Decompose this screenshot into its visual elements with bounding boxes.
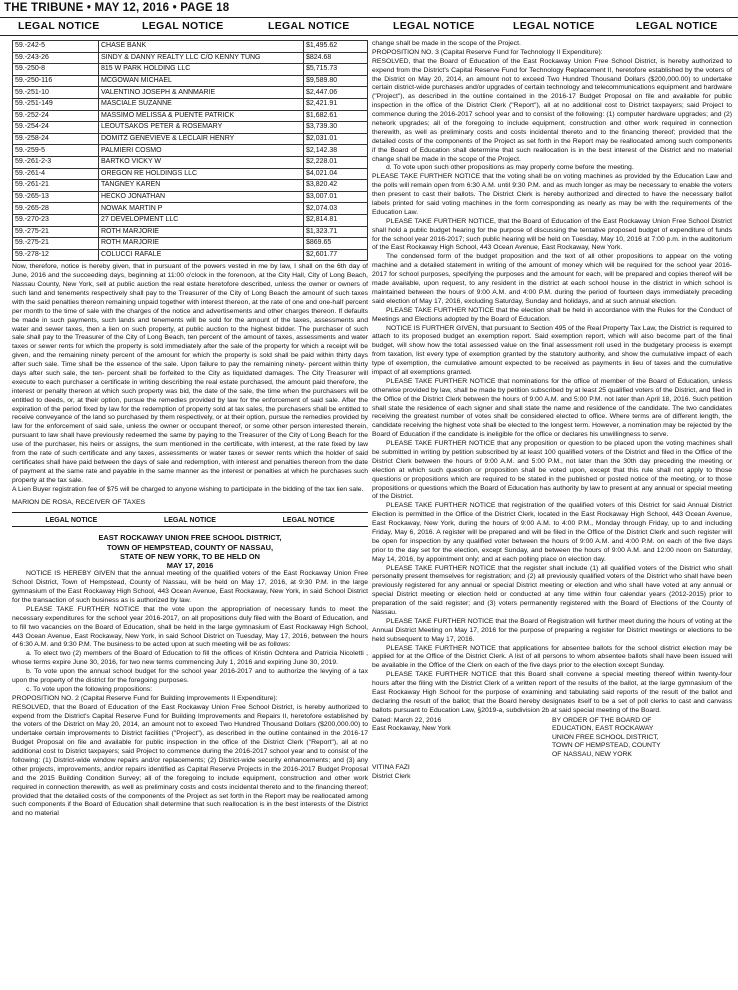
owner-name: 27 DEVELOPMENT LLC <box>99 214 304 226</box>
title-line: EAST ROCKAWAY UNION FREE SCHOOL DISTRICT, <box>98 533 282 543</box>
legal-notice-header: LEGAL NOTICE <box>393 20 475 32</box>
table-row <box>13 214 368 226</box>
owner-name: CHASE BANK <box>99 41 304 53</box>
receiver-signature: MARION DE ROSA, RECEIVER OF TAXES <box>12 499 146 507</box>
notice-paragraph: d. To vote upon such other propositions as may properly come before the meeting. <box>386 164 634 172</box>
tax-amount: $2,447.06 <box>304 87 368 99</box>
section-block-lot: 59.-251-149 <box>13 98 99 110</box>
owner-name: PALMIERI COSMO <box>99 145 304 157</box>
owner-name: MCGOWAN MICHAEL <box>99 75 304 87</box>
notice-paragraph: RESOLVED, that the Board of Education of the East Rockaway Union Free School District, is hereby authorized to expend from the District's Capital Reserve Fund for Technology Replacement II, heretofore established by the voters of the District on May 20, 2014, an amount not to exceed Two Hundred Thousand Dollars ($200,000.00) to undertake certain district-wide purchases and/or upgrades of certain technology and telecommunications equipment and hardware ("Project"), as described in the outline contained in the 2016-17 Budget Proposal on file and available for public inspection in the office of the District Clerk ("Report"), all at no additional cost to District taxpayers; said Project to commence during the 2016-2017 school year and to consist of the following: (1) computer hardware upgrades; and (2) network upgrades; all of the foregoing to include equipment, construction and other work required in connection therewith, as well as preliminary costs and costs incidental thereto and to the financing thereof; provided that the detailed costs of the components of the Project as set forth in the Report may be reallocated among such components if the Board of Education shall determine that such reallocation is in the best interest of the District and no material change shall be made in the scope of the Project. <box>372 57 732 163</box>
header-rule <box>0 35 738 36</box>
top-header-row <box>0 20 738 34</box>
legal-notice-header: LEGAL NOTICE <box>163 517 216 525</box>
tax-amount: $1,495.62 <box>304 41 368 53</box>
title-line: MAY 17, 2016 <box>166 561 214 571</box>
section-block-lot: 59.-242-5 <box>13 41 99 53</box>
tax-amount: $2,228.01 <box>304 156 368 168</box>
tax-amount: $9,589.80 <box>304 75 368 87</box>
mid-header-row <box>12 512 368 527</box>
tax-amount: $2,814.81 <box>304 214 368 226</box>
notice-paragraph: The condensed form of the budget proposition and the text of all other propositions to appear on the voting machine and a detailed statement in writing of the amount of money which will be required for the school year 2016-2017 for school purposes, specifying the purposes and the amount for each, will be prepared and copies thereof will be made available, upon request, to any resident in the district at each school house in the district in which school is maintained between the hours of 9:00 A.M. and 4:00 P.M. during the period of fourteen days immediately preceding said election of May 17, 2016, excluding Saturday, Sunday and holidays, and at such annual election. <box>372 253 732 305</box>
owner-name: OREGON RE HOLDINGS LLC <box>99 168 304 180</box>
section-block-lot: 59.-265-28 <box>13 203 99 215</box>
section-block-lot: 59.-275-21 <box>13 226 99 238</box>
notice-paragraph: PLEASE TAKE FURTHER NOTICE that any proposition or question to be placed upon the voting machines shall be submitted in writing by petition subscribed by at least 100 qualified voters of the District and filed in the Office of the District Clerk between the hours of 9:00 A.M. and 5:00 P.M., not later than the 30th day preceding the meeting or election at which such question or proposition shall be voted upon, except that this rule shall not apply to those questions or propositions which are required to be stated in the published or posted notice of the meeting, or to those propositions or questions which the Board of Education has authority by law to present at any annual or special meeting of the District. <box>372 440 732 501</box>
legal-notice-header: LEGAL NOTICE <box>18 20 100 32</box>
section-block-lot: 59.-258-24 <box>13 133 99 145</box>
owner-name: TANGNEY KAREN <box>99 180 304 192</box>
section-block-lot: 59.-259-5 <box>13 145 99 157</box>
signature-block <box>372 717 732 759</box>
notice-paragraph: PLEASE TAKE FURTHER NOTICE that the Board of Registration will further meet during the hours of voting at the Annual District Meeting on May 17, 2016 for the purpose of preparing a register for District meetings or elections to be held subsequent to May 17, 2016. <box>372 617 732 643</box>
owner-name: MASSIMO MELISSA & PUENTE PATRICK <box>99 110 304 122</box>
section-block-lot: 59.-278-12 <box>13 249 99 261</box>
tax-amount: $824.68 <box>304 52 368 64</box>
table-row <box>13 238 368 250</box>
table-row <box>13 87 368 99</box>
tax-amount: $3,007.01 <box>304 191 368 203</box>
tax-amount: $2,421.91 <box>304 98 368 110</box>
table-row <box>13 145 368 157</box>
owner-name: MASCIALE SUZANNE <box>99 98 304 110</box>
masthead: THE TRIBUNE • MAY 12, 2016 • PAGE 18 <box>4 2 230 14</box>
notice-paragraph: c. To vote upon the following propositions: <box>26 685 153 693</box>
tax-lien-table <box>12 40 368 261</box>
section-block-lot: 59.-251-10 <box>13 87 99 99</box>
notice-paragraph: change shall be made in the scope of the Project. <box>372 40 521 47</box>
by-order-line: BY ORDER OF THE BOARD OF <box>552 716 652 724</box>
notice-paragraph: NOTICE IS FURTHER GIVEN, that pursuant to Section 495 of the Real Property Tax Law, the District is required to attach to its proposed budget an exemption report. Said exemption report, which will also become part of the final budget, will show how the total assessed value on the final assessment roll used in the budgetary process is exempt from taxation, list every type of exemption granted by the statutory authority, and show the cumulative impact of each type of exemption, the cumulative amount expected to be received as payments in lieu of taxes and the cumulative impact of all exemptions granted. <box>372 324 732 376</box>
lien-fee-text: A Lien Buyer registration fee of $75 will be charged to anyone wishing to participate in the bidding of the tax lien sale. <box>12 485 364 493</box>
signer-name: VITINA FAZI <box>372 764 410 772</box>
table-row <box>13 52 368 64</box>
owner-name: COLUCCI RAFALE <box>99 249 304 261</box>
legal-notice-header: LEGAL NOTICE <box>142 20 224 32</box>
notice-paragraph: PLEASE TAKE FURTHER NOTICE that nominations for the office of member of the Board of Education, unless otherwise provided by law, shall be made by petition subscribed by at least 25 qualified voters of the District, and filed in the Office of the District Clerk between the hours of 9:00 A.M. and 5:00 P.M. not later than April 18, 2016. Such petition shall state the residence of each signer and shall state the name and residence of the candidate. The two candidates receiving the greatest number of votes shall be considered elected to office. Where terms are of different length, the candidate receiving the highest vote shall be elected to the longest term. However, a nomination may be rejected by the Board of Education if the candidate is ineligible for the office or declares his unwillingness to serve. <box>372 377 732 439</box>
place-line: East Rockaway, New York <box>372 725 451 733</box>
section-block-lot: 59.-275-21 <box>13 238 99 250</box>
legal-notice-header: LEGAL NOTICE <box>45 517 98 525</box>
notice-paragraph: PROPOSITION NO. 2 (Capital Reserve Fund for Building Improvements II Expenditure): <box>12 694 278 702</box>
notice-paragraph: PLEASE TAKE FURTHER NOTICE that the register shall include (1) all qualified voters of the District who shall personally present themselves for registration; and (2) all previously qualified voters of the District who shall have been previously registered for any annual or special District meeting or election and who shall have voted at any annual or special District meeting or election held or conducted at any time within four calendar years (2012-2015) prior to preparation of the said register; and (3) voters permanently registered with the Board of Elections of the County of Nassau. <box>372 564 732 616</box>
table-row <box>13 122 368 134</box>
dated-line: Dated: March 22, 2016 <box>372 716 442 724</box>
table-row <box>13 191 368 203</box>
tax-amount: $2,142.38 <box>304 145 368 157</box>
title-line: STATE OF NEW YORK, TO BE HELD ON <box>120 551 260 561</box>
left-notice-body <box>12 570 368 819</box>
notice-paragraph: PLEASE TAKE FURTHER NOTICE, that the Board of Education of the East Rockaway Union Free School District shall hold a public budget hearing for the purpose of discussing the tentative proposed budget of expenditure of funds for the school year 2016-2017; such public hearing will be held on Tuesday, May 10, 2016 at 7:00 p.m. in the auditorium of the East Rockaway High School, 443 Ocean Avenue, East Rockaway, New York. <box>372 217 732 252</box>
right-column <box>372 40 732 985</box>
right-notice-body <box>372 40 732 716</box>
tax-amount: $2,074.03 <box>304 203 368 215</box>
tax-amount: $1,682.61 <box>304 110 368 122</box>
table-row <box>13 226 368 238</box>
tax-amount: $5,715.73 <box>304 64 368 76</box>
masthead-rule <box>0 17 738 18</box>
table-row <box>13 249 368 261</box>
table-row <box>13 64 368 76</box>
legal-notice-header: LEGAL NOTICE <box>513 20 595 32</box>
owner-name: SINDY & DANNY REALTY LLC C/O KENNY TUNG <box>99 52 304 64</box>
legal-notice-header: LEGAL NOTICE <box>636 20 718 32</box>
left-column <box>12 40 368 985</box>
signer-title: District Clerk <box>372 773 411 780</box>
table-row <box>13 41 368 53</box>
notice-title <box>12 533 368 570</box>
table-row <box>13 133 368 145</box>
section-block-lot: 59.-243-26 <box>13 52 99 64</box>
owner-name: ROTH MARJORIE <box>99 238 304 250</box>
owner-name: 815 W PARK HOLDING LLC <box>99 64 304 76</box>
title-line: TOWN OF HEMPSTEAD, COUNTY OF NASSAU, <box>106 542 274 552</box>
section-block-lot: 59.-250-116 <box>13 75 99 87</box>
tax-amount: $1,323.71 <box>304 226 368 238</box>
by-order-line: UNION FREE SCHOOL DISTRICT, <box>552 733 659 741</box>
notice-paragraph: NOTICE IS HEREBY GIVEN that the annual meeting of the qualified voters of the East Rockaway Union Free School District, Town of Hempstead, County of Nassau, will be held on May 17, 2016, at 9:30 P.M. in the large gymnasium of the East Rockaway High School, 443 Ocean Avenue, East Rockaway, New York, in said School District for the transaction of such business as is authorized by law. <box>12 570 368 604</box>
table-row <box>13 110 368 122</box>
notice-paragraph: PROPOSITION NO. 3 (Capital Reserve Fund for Technology II Expenditure): <box>372 48 603 56</box>
owner-name: ROTH MARJORIE <box>99 226 304 238</box>
owner-name: LEOUTSAKOS PETER & ROSEMARY <box>99 122 304 134</box>
legal-notice-header: LEGAL NOTICE <box>282 517 335 525</box>
legal-notice-header: LEGAL NOTICE <box>268 20 350 32</box>
tax-sale-notice: Now, therefore, notice is hereby given, that in pursuant of the powers vested in me by law, I shall on the 6th day of June, 2016 and the succeeding days, beginning at 11:00 o'clock in the forenoon, at the City Hall, City of Long Beach, Nassau County, New York, sell at public auction the real estate heretofore described, unless the owner or owners of such land and tenements respectively shall pay to the Treasurer of the City of Long Beach the amount of such taxes with the said penalties thereon remaining unpaid together with interest thereon, at the rate of one and one-half percent per month to the time of sale with the charges of the notice and advertisements and other charges thereon. If defaults be made in such payments, such lands and tenements will be sold for the amount of the taxes, assessments and water and sewer taxes, then a lien on such property, at public auction to the highest bidder. The purchaser of such sale shall pay to the Treasurer of the City of Long Beach, ten percent of the amount of taxes, assessments and water taxes or sewer rents for which the property is sold immediately after the sale of the property for which a receipt will be given, and the remaining ninety percent of the amount for which the property is sold shall be paid within thirty days after such sale. Time shall be the essence of the sale. Upon failure to pay the remaining ninety- percent within thirty days after such sale, the ten- percent shall be forfeited to the City as liquidated damages. The City Treasurer will execute to each purchaser a certificate in writing describing the real estate purchased, the amount paid therefore, the interest or penalty thereon at which such property was bid, the date of the sale, the time when the purchasers will be entitled to deeds, or, at their option, pursue the remedies provided by law for the enforcement of said sale. After the expiration of the period fixed by law for the redemption of property sold at tax sales, the purchasers shall be entitled to receive conveyance of the land so purchased by them respectively, or at their option, pursue the remedies provided by law for the enforcement of said sale, unless the owner or occupant thereof, or some other person interested therein, pursuant to law shall have previously redeemed the same by paying to the Treasurer of the City of Long Beach for the use of the purchaser, his heirs or assigns, the sum mentioned in the certificate, with interest, at the rate fixed by law from the rate of such certificate and any taxes, assessments or water taxes or sewer rents which the holder of said certificates shall have paid between the days of sale and redemption, with interest and penalties thereon from the date of payment at the same rate and payable in the same manner as the interest or penalties at which he purchases such property at the tax sale. <box>12 263 368 484</box>
notice-paragraph: PLEASE TAKE FURTHER NOTICE that registration of the qualified voters of this District for said Annual District Election is permitted in the Office of the District Clerk, located in the East Rockaway High School, 443 Ocean Avenue, East Rockaway, New York, during the hours of 9:00 A.M. to 4:00 P.M., Monday through Friday, up to and including Friday, May 6, 2016. A register will be prepared and will be filed in the Office of the District Clerk and such register will be open for inspection by any qualified voter between the hours of 9:00 A.M. and 4:00 P.M. on each of the five days prior to the day set for the election, except Sunday, and between the hours of 9:00 A.M. and 12:00 noon on Saturday, May 14, 2016, by appointment only; and at each polling place on election day. <box>372 502 732 563</box>
tax-amount: $4,021.04 <box>304 168 368 180</box>
section-block-lot: 59.-265-13 <box>13 191 99 203</box>
table-row <box>13 75 368 87</box>
notice-paragraph: b. To vote upon the annual school budget for the school year 2016-2017 and to authorize the levying of a tax upon the property of the district for the foregoing purposes. <box>12 668 368 685</box>
section-block-lot: 59.-261-21 <box>13 180 99 192</box>
notice-paragraph: PLEASE TAKE FURTHER NOTICE that the vote upon the appropriation of necessary funds to meet the necessary expenditures for the school year 2016-2017, on all propositions duly filed with the Board of Education, and to fill two vacancies on the Board of Education, shall be held in the large gymnasium of East Rockaway High School, 443 Ocean Avenue, East Rockaway, New York, in said School District on Tuesday, May 17, 2016, between the hours of 6:30 A.M. and 9:30 P.M. The business to be acted upon at such meeting will be as follows: <box>12 605 368 649</box>
section-block-lot: 59.-254-24 <box>13 122 99 134</box>
owner-name: HECKO JONATHAN <box>99 191 304 203</box>
notice-paragraph: PLEASE TAKE FURTHER NOTICE that the voting shall be on voting machines as provided by the Education Law and the polls will remain open from 6:30 A.M. until 9:30 P.M. and as much longer as may be necessary to enable the voters then present to cast their ballots. The District Clerk is hereby authorized and directed to have the necessary ballot labels printed for said voting machines in the form corresponding as nearly as may be with the requirements of the Education Law. <box>372 173 732 216</box>
by-order-line: TOWN OF HEMPSTEAD, COUNTY <box>552 742 661 750</box>
notice-paragraph: RESOLVED, that the Board of Education of the East Rockaway Union Free School District, is hereby authorized to expend from the District's Capital Reserve Fund for Building Improvements and Repairs II, heretofore established by the voters of the District on May 20, 2014, an amount not to exceed Two Hundred Thousand Dollars ($200,000.00) to undertake certain improvements to District facilities ("Project"), as described in the outline contained in the 2016-17 Budget Proposal on file and available for public inspection in the office of the District Clerk ("Report"), all at no additional cost to District taxpayers; said Project to commence during the 2016-2017 school year and to consist of the following: (1) District-wide window repairs and/or replacements; (2) District-wide security enhancements; and (3) any other projects, improvements, and/or repairs identified as Capital Reserve Projects in the 2016-2017 Budget Proposal and the 2015 Building Condition Survey; all of the foregoing to include equipment, construction and other work required in connection therewith, as well as preliminary costs and costs incidental thereto and to the financing thereof; provided that the detailed costs of the components of the Project as set forth in the Report may be reallocated among such components if the Board of Education shall determine that such reallocation is in the best interests of the District and no material <box>12 703 368 818</box>
section-block-lot: 59.-270-23 <box>13 214 99 226</box>
tax-amount: $2,601.77 <box>304 249 368 261</box>
notice-paragraph: PLEASE TAKE FURTHER NOTICE that this Board shall convene a special meeting thereof within twenty-four hours after the filing with the District Clerk of a written report of the results of the ballot, at the large gymnasium of the East Rockaway High School for the purpose of examining and tabulating said reports of the result of the ballot and declaring the result of the ballot; that the Board hereby designates itself to be a set of poll clerks to cast and canvass ballots pursuant to Education Law, §2019-a, subdivision 2b at said special meeting of the Board. <box>372 671 732 714</box>
tax-amount: $3,739.30 <box>304 122 368 134</box>
table-row <box>13 203 368 215</box>
table-row <box>13 98 368 110</box>
section-block-lot: 59.-261-4 <box>13 168 99 180</box>
by-order-line: OF NASSAU, NEW YORK <box>552 750 632 758</box>
tax-amount: $869.65 <box>304 238 368 250</box>
by-order-line: EDUCATION, EAST ROCKAWAY <box>552 725 654 733</box>
owner-name: DOMITZ GENEVIEVE & LECLAIR HENRY <box>99 133 304 145</box>
tax-amount: $2,031.01 <box>304 133 368 145</box>
notice-paragraph: a. To elect two (2) members of the Board of Education to fill the offices of Kristin Ochtera and Patricia Nicoletti , whose terms expire June 30, 2016, for two new terms commencing July 1, 2016 and expiring June 30, 2019. <box>12 650 368 667</box>
table-row <box>13 168 368 180</box>
owner-name: NOWAK MARTIN P <box>99 203 304 215</box>
notice-paragraph: PLEASE TAKE FURTHER NOTICE that applications for absentee ballots for the school district election may be applied for at the Office of the District Clerk. A list of all persons to whom absentee ballots shall have been issued will be available in the Office of the Clerk on each of the five days prior to the election except Sunday. <box>372 644 732 670</box>
section-block-lot: 59.-261-2-3 <box>13 156 99 168</box>
section-block-lot: 59.-252-24 <box>13 110 99 122</box>
owner-name: VALENTINO JOSEPH & ANNMARIE <box>99 87 304 99</box>
section-block-lot: 59.-250-8 <box>13 64 99 76</box>
tax-amount: $3,820.42 <box>304 180 368 192</box>
notice-paragraph: PLEASE TAKE FURTHER NOTICE that the election shall be held in accordance with the Rules for the Conduct of Meetings and Elections adopted by the Board of Education. <box>372 306 732 323</box>
table-row <box>13 156 368 168</box>
table-row <box>13 180 368 192</box>
owner-name: BARTKO VICKY W <box>99 156 304 168</box>
